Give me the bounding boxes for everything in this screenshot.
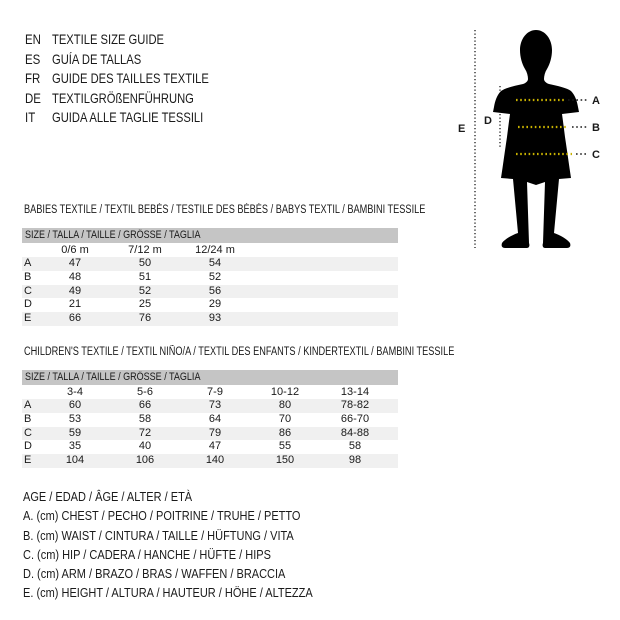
cell: 47 (68, 257, 82, 269)
children-size-table (22, 370, 398, 468)
cell: 72 (138, 426, 152, 439)
column-header: 7-9 (207, 386, 223, 398)
child-silhouette-figure (440, 8, 620, 260)
size-bar-text: SIZE / TALLA / TAILLE / GRÖSSE / TAGLIA (25, 229, 201, 241)
legend-line-hip: C. (cm) HIP / CADERA / HANCHE / HÜFTE / HIPS (23, 547, 271, 562)
babies-column-headers (22, 243, 398, 257)
column-header: 7/12 m (128, 244, 162, 256)
cell: 47 (208, 440, 222, 453)
row-label: B (24, 270, 32, 283)
cell: 70 (278, 412, 292, 425)
table-row (22, 312, 398, 326)
babies-heading-text: BABIES TEXTILE / TEXTIL BEBÉS / TESTILE DES BÉBÉS / BABYS TEXTIL / BAMBINI TESSILE (24, 204, 426, 216)
cell: 52 (208, 270, 222, 283)
language-label: GUIDE DES TAILLES TEXTILE (52, 70, 209, 87)
cell: 21 (68, 298, 82, 311)
cell: 53 (68, 412, 82, 425)
cell: 66 (68, 312, 82, 325)
language-code: EN (25, 31, 41, 47)
row-label: E (24, 454, 32, 467)
cell: 78-82 (340, 399, 370, 411)
cell: 29 (208, 298, 222, 311)
children-heading-text: CHILDREN'S TEXTILE / TEXTIL NIÑO/A / TEXTIL DES ENFANTS / KINDERTEXTIL / BAMBINI TESSILE (24, 346, 455, 358)
cell: 55 (278, 440, 292, 453)
language-row-fr (25, 69, 248, 89)
size-bar-text: SIZE / TALLA / TAILLE / GRÖSSE / TAGLIA (25, 371, 201, 383)
cell: 58 (348, 440, 362, 453)
language-row-it (25, 108, 248, 128)
table-row (22, 298, 398, 312)
cell: 73 (208, 399, 222, 411)
row-label: A (24, 257, 32, 269)
cell: 35 (68, 440, 82, 453)
label-a: A (592, 95, 600, 107)
legend-age-line: AGE / EDAD / ÂGE / ALTER / ETÀ (23, 490, 193, 504)
table-row (22, 257, 398, 271)
cell: 104 (65, 454, 85, 467)
cell: 98 (348, 454, 362, 467)
cell: 93 (208, 312, 222, 325)
column-header: 3-4 (67, 386, 83, 398)
table-row (22, 413, 398, 427)
cell: 25 (138, 298, 152, 311)
cell: 76 (138, 312, 152, 325)
column-header: 5-6 (137, 386, 153, 398)
table-row (22, 399, 398, 413)
table-row (22, 271, 398, 285)
cell: 50 (138, 257, 152, 269)
row-label: C (24, 426, 32, 439)
language-label: GUÍA DE TALLAS (52, 50, 142, 67)
table-row (22, 285, 398, 299)
cell: 150 (275, 454, 295, 467)
cell: 51 (138, 270, 152, 283)
row-label: A (24, 399, 32, 411)
cell: 106 (135, 454, 155, 467)
cell: 58 (138, 412, 152, 425)
label-e: E (458, 123, 466, 135)
label-d: D (484, 115, 492, 127)
legend-line-height: E. (cm) HEIGHT / ALTURA / HAUTEUR / HÖHE / ALTEZZA (23, 586, 313, 601)
table-row (22, 440, 398, 454)
language-row-es (25, 50, 248, 70)
babies-size-bar (22, 228, 398, 243)
cell: 140 (205, 454, 225, 467)
column-header: 13-14 (340, 386, 370, 398)
children-column-headers (22, 385, 398, 399)
row-label: C (24, 284, 32, 297)
cell: 48 (68, 270, 82, 283)
legend-line-waist: B. (cm) WAIST / CINTURA / TAILLE / HÜFTUNG / VITA (23, 528, 294, 543)
children-size-bar (22, 370, 398, 385)
babies-section-heading (24, 204, 526, 216)
measurement-legend (23, 488, 352, 604)
cell: 49 (68, 284, 82, 297)
language-code: FR (25, 70, 41, 87)
cell: 86 (278, 426, 292, 439)
cell: 52 (138, 284, 152, 297)
cell: 84-88 (340, 426, 370, 439)
language-row-de (25, 89, 248, 109)
cell: 66 (138, 399, 152, 411)
language-row-en (25, 30, 248, 50)
language-label: TEXTILGRÖßENFÜHRUNG (52, 89, 194, 106)
cell: 59 (68, 426, 82, 439)
row-label: B (24, 412, 32, 425)
language-list (25, 30, 248, 128)
table-row (22, 454, 398, 468)
legend-line-arm: D. (cm) ARM / BRAZO / BRAS / WAFFEN / BRACCIA (23, 567, 286, 582)
children-section-heading (24, 346, 562, 358)
cell: 54 (208, 257, 222, 269)
language-code: DE (25, 89, 41, 106)
row-label: E (24, 312, 32, 325)
cell: 60 (68, 399, 82, 411)
cell: 66-70 (340, 412, 370, 425)
label-b: B (592, 122, 600, 134)
language-label: TEXTILE SIZE GUIDE (52, 31, 165, 47)
language-code: ES (25, 50, 41, 67)
row-label: D (24, 298, 32, 311)
legend-line-chest: A. (cm) CHEST / PECHO / POITRINE / TRUHE / PETTO (23, 509, 301, 524)
cell: 80 (278, 399, 292, 411)
babies-size-table (22, 228, 398, 326)
cell: 64 (208, 412, 222, 425)
column-header: 10-12 (270, 386, 300, 398)
column-header: 12/24 m (195, 244, 235, 256)
row-label: D (24, 440, 32, 453)
language-code: IT (25, 109, 36, 126)
cell: 56 (208, 284, 222, 297)
column-header: 0/6 m (61, 244, 89, 256)
table-row (22, 427, 398, 441)
label-c: C (592, 149, 600, 161)
cell: 40 (138, 440, 152, 453)
cell: 79 (208, 426, 222, 439)
language-label: GUIDA ALLE TAGLIE TESSILI (52, 109, 204, 126)
